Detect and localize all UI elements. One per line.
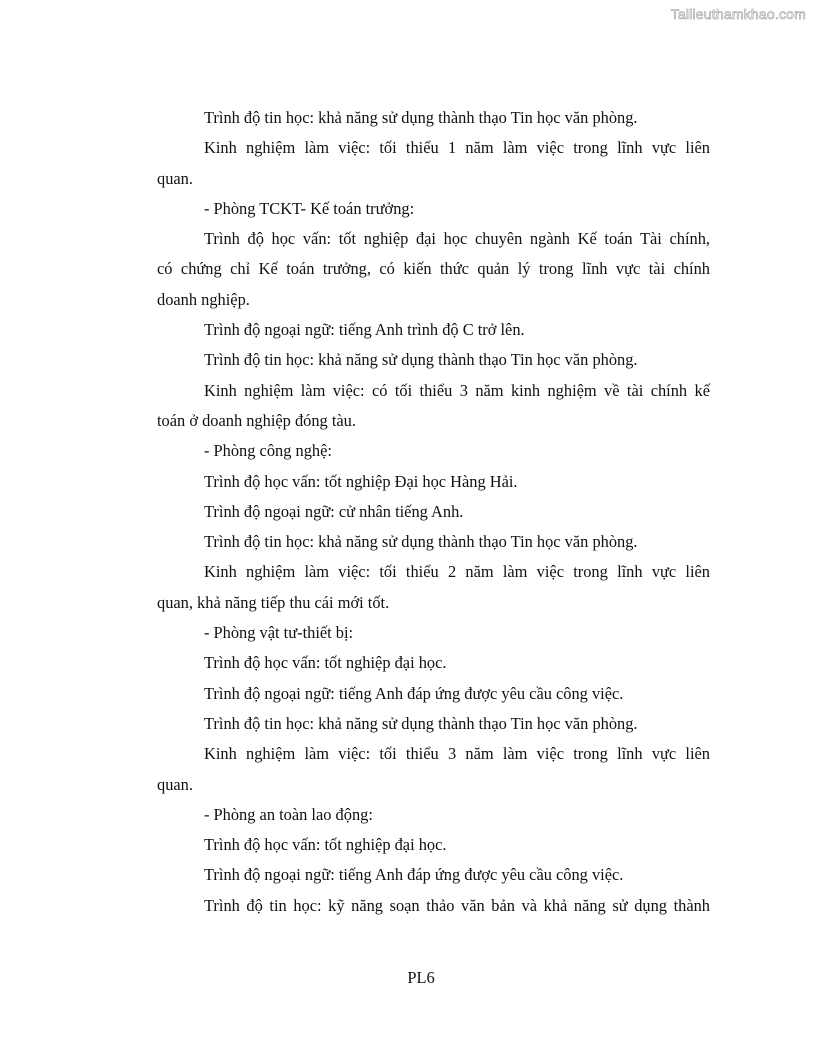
section-heading: - Phòng an toàn lao động: bbox=[204, 804, 373, 824]
section-heading: - Phòng TCKT- Kế toán trưởng: bbox=[204, 198, 415, 218]
text-line: toán ở doanh nghiệp đóng tàu. bbox=[157, 410, 356, 430]
text-line: Trình độ ngoại ngữ: tiếng Anh trình độ C trở lên. bbox=[204, 320, 525, 340]
text-line: Trình độ học vấn: tốt nghiệp Đại học Hàng Hải. bbox=[204, 471, 518, 491]
text-line: Kinh nghiệm làm việc: tối thiểu 1 năm làm việc trong lĩnh vực liên bbox=[204, 138, 710, 158]
text-line: Trình độ học vấn: tốt nghiệp đại học. bbox=[204, 653, 447, 673]
text-line: Kinh nghiệm làm việc: tối thiểu 2 năm làm việc trong lĩnh vực liên bbox=[204, 562, 710, 582]
text-line: Trình độ tin học: khả năng sử dụng thành thạo Tin học văn phòng. bbox=[204, 108, 638, 127]
section-heading: - Phòng vật tư-thiết bị: bbox=[204, 623, 354, 643]
text-line: Kinh nghiệm làm việc: có tối thiểu 3 năm kinh nghiệm về tài chính kế bbox=[204, 380, 710, 400]
text-line: Trình độ tin học: kỹ năng soạn thảo văn bản và khả năng sử dụng thành bbox=[204, 895, 710, 915]
text-line: Trình độ ngoại ngữ: tiếng Anh đáp ứng được yêu cầu công việc. bbox=[204, 683, 624, 703]
section-heading: - Phòng công nghệ: bbox=[204, 441, 332, 461]
text-line: quan. bbox=[157, 168, 193, 188]
text-line: doanh nghiệp. bbox=[157, 289, 250, 309]
text-line: có chứng chỉ Kế toán trưởng, có kiến thức quản lý trong lĩnh vực tài chính bbox=[157, 259, 710, 279]
text-line: quan. bbox=[157, 774, 193, 794]
text-line: Kinh nghiệm làm việc: tối thiểu 3 năm làm việc trong lĩnh vực liên bbox=[204, 744, 710, 764]
document-body bbox=[157, 103, 710, 921]
watermark-text: Tailieuthamkhao.com bbox=[670, 6, 806, 22]
text-line: Trình độ tin học: khả năng sử dụng thành thạo Tin học văn phòng. bbox=[204, 350, 638, 370]
text-line: Trình độ tin học: khả năng sử dụng thành thạo Tin học văn phòng. bbox=[204, 713, 638, 733]
text-line: quan, khả năng tiếp thu cái mới tốt. bbox=[157, 592, 390, 612]
text-line: Trình độ ngoại ngữ: tiếng Anh đáp ứng được yêu cầu công việc. bbox=[204, 865, 624, 885]
text-line: Trình độ học vấn: tốt nghiệp đại học chuyên ngành Kế toán Tài chính, bbox=[204, 229, 710, 249]
text-line: Trình độ ngoại ngữ: cử nhân tiếng Anh. bbox=[204, 501, 464, 521]
page-number: PL6 bbox=[407, 968, 435, 987]
text-line: Trình độ tin học: khả năng sử dụng thành thạo Tin học văn phòng. bbox=[204, 532, 638, 552]
text-line: Trình độ học vấn: tốt nghiệp đại học. bbox=[204, 835, 447, 855]
